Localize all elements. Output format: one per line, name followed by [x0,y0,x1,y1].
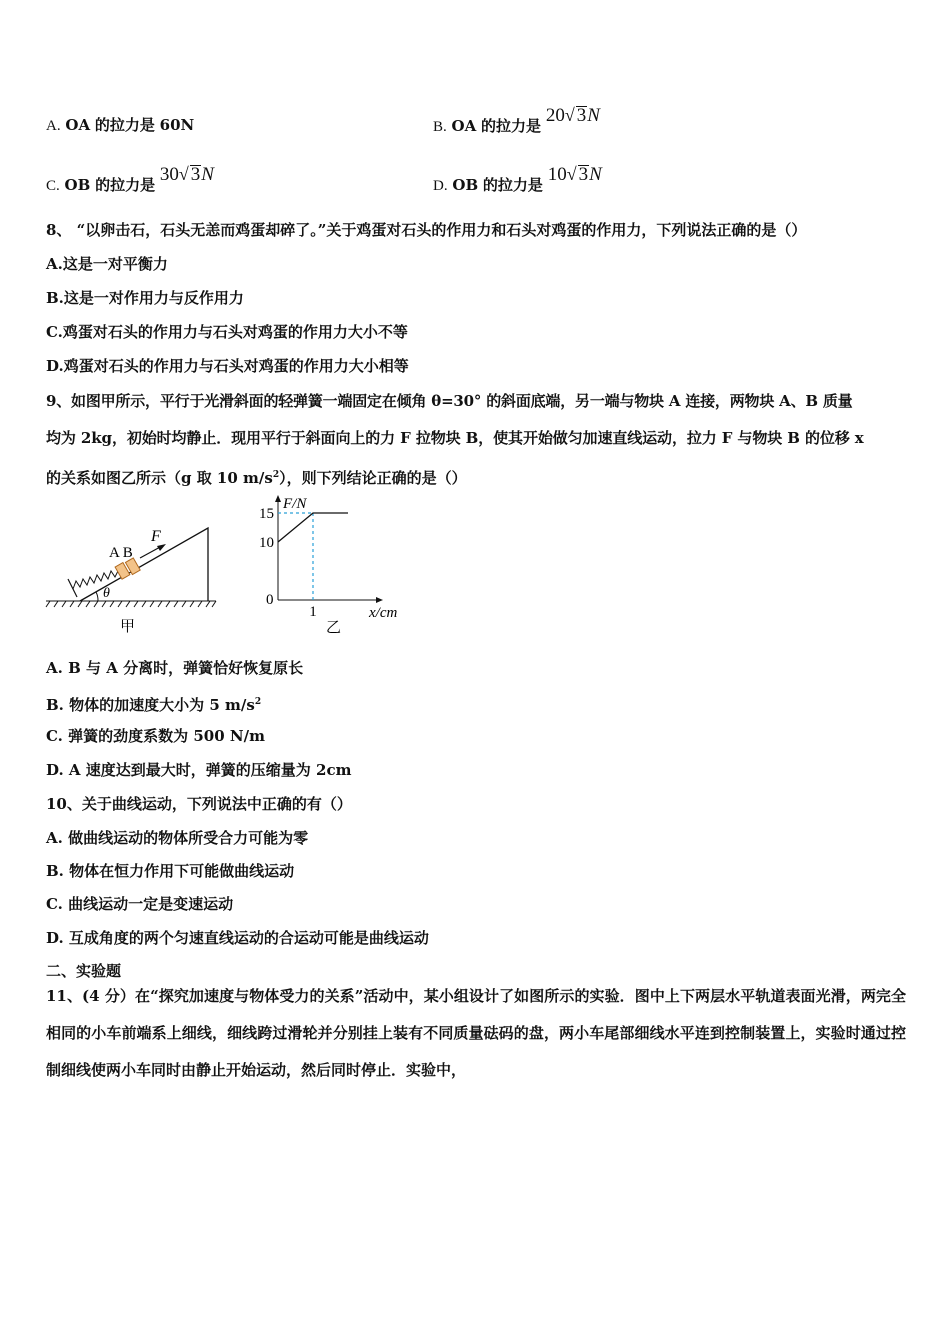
math-expression [160,164,214,185]
y-tick-label: 10 [259,535,274,551]
q7-option-d [433,164,602,196]
q9-option-b [46,692,261,715]
x-tick-label: 1 [309,604,317,620]
q9-option-a: A. B 与 A 分离时，弹簧恰好恢复原长 [46,659,304,677]
radicand: 3 [576,105,587,126]
q10-option-c: C. 曲线运动一定是变速运动 [46,895,234,913]
q8-option-a: A.这是一对平衡力 [46,255,168,273]
option-text: 的拉力是 [482,176,543,194]
angle-arc [96,592,98,601]
q7-option-b [433,105,600,137]
option-text: 的拉力是 [481,117,542,135]
origin-label: 0 [266,592,274,608]
unit: N [589,164,602,185]
option-label: A. [46,118,61,134]
incline-outline [80,528,208,601]
force-arrow-head [157,544,166,551]
caption-yi: 乙 [326,620,342,636]
option-label: D. [433,178,448,194]
coefficient: 30 [159,164,179,185]
figure-fx-graph [245,490,415,640]
q9-option-d: D. A 速度达到最大时，弹簧的压缩量为 2cm [46,761,352,779]
q8-stem: 8、 “以卵击石，石头无恙而鸡蛋却碎了。”关于鸡蛋对石头的作用力和石头对鸡蛋的作用力，下列说法正确的是（） [46,221,807,239]
coefficient: 20 [545,105,565,126]
q9-stem-line2: 均为 2kg，初始时均静止．现用平行于斜面向上的力 F 拉物块 B，使其开始做匀加速直线运动，拉力 F 与物块 B 的位移 x [46,429,864,447]
q9-stem-line3-b: ），则下列结论正确的是（） [279,469,467,487]
q10-stem: 10、关于曲线运动，下列说法中正确的有（） [46,795,352,813]
y-tick-label: 15 [259,506,274,522]
math-expression [548,164,602,185]
sqrt-symbol: √ [566,164,577,184]
x-axis-label: x/cm [369,605,398,621]
q7-option-c [46,164,214,196]
q8-option-c: C.鸡蛋对石头的作用力与石头对鸡蛋的作用力大小不等 [46,323,408,341]
q9-stem-line1: 9、如图甲所示，平行于光滑斜面的轻弹簧一端固定在倾角 θ=30° 的斜面底端，另一端与物块 A 连接，两物块 A、B 质量 [46,392,853,410]
superscript: 2 [254,697,262,707]
figure-incline [40,515,225,640]
sqrt-symbol: √ [564,105,575,125]
unit: N [587,105,600,126]
y-axis-label: F/N [283,496,307,512]
option-text: 的拉力是 [94,116,155,134]
option-bold-text: OB [452,176,479,194]
q10-option-b: B. 物体在恒力作用下可能做曲线运动 [46,862,295,880]
sqrt-symbol: √ [178,164,189,184]
option-bold-text: OA [65,116,91,134]
radicand: 3 [578,164,589,185]
option-value: 60N [159,116,195,134]
coefficient: 10 [547,164,567,185]
radicand: 3 [190,164,201,185]
x-axis-arrow [376,597,383,603]
ground-hatching [46,601,216,607]
option-bold-text: OB [64,176,91,194]
label-ab: A B [109,545,133,561]
q9-option-c: C. 弹簧的劲度系数为 500 N/m [46,727,265,745]
spring [73,571,118,589]
q10-option-a: A. 做曲线运动的物体所受合力可能为零 [46,829,309,847]
unit: N [201,164,214,185]
q8-option-d: D.鸡蛋对石头的作用力与石头对鸡蛋的作用力大小相等 [46,357,409,375]
option-label: C. [46,178,60,194]
q9-option-b-text: B. 物体的加速度大小为 5 m/s [46,696,255,714]
q8-option-b: B.这是一对作用力与反作用力 [46,289,244,307]
q10-option-d: D. 互成角度的两个匀速直线运动的合运动可能是曲线运动 [46,929,429,947]
q9-stem-line3-a: 的关系如图乙所示（g 取 10 m/s [46,469,273,487]
label-force: F [151,528,161,545]
y-axis-arrow [275,495,281,502]
option-label: B. [433,119,447,135]
q9-stem-line3 [46,465,467,488]
section-heading: 二、实验题 [46,962,122,980]
label-theta: θ [103,586,110,601]
option-bold-text: OA [451,117,477,135]
option-text: 的拉力是 [95,176,156,194]
math-expression [546,105,600,126]
superscript: 2 [272,470,280,480]
q7-option-a [46,115,194,136]
caption-jia: 甲 [120,619,136,635]
q11-paragraph: 11、(4 分）在“探究加速度与物体受力的关系”活动中，某小组设计了如图所示的实验．图中上下两层水平轨道表面光滑，两完全相同的小车前端系上细线，细线跨过滑轮并分别挂上装有不同质量砝码的盘，两小车尾部细线水平连到控制装置上，实验时通过控制细线使两小车同时由静止开始运动，然后同时停止．实验中， [46,987,906,1079]
